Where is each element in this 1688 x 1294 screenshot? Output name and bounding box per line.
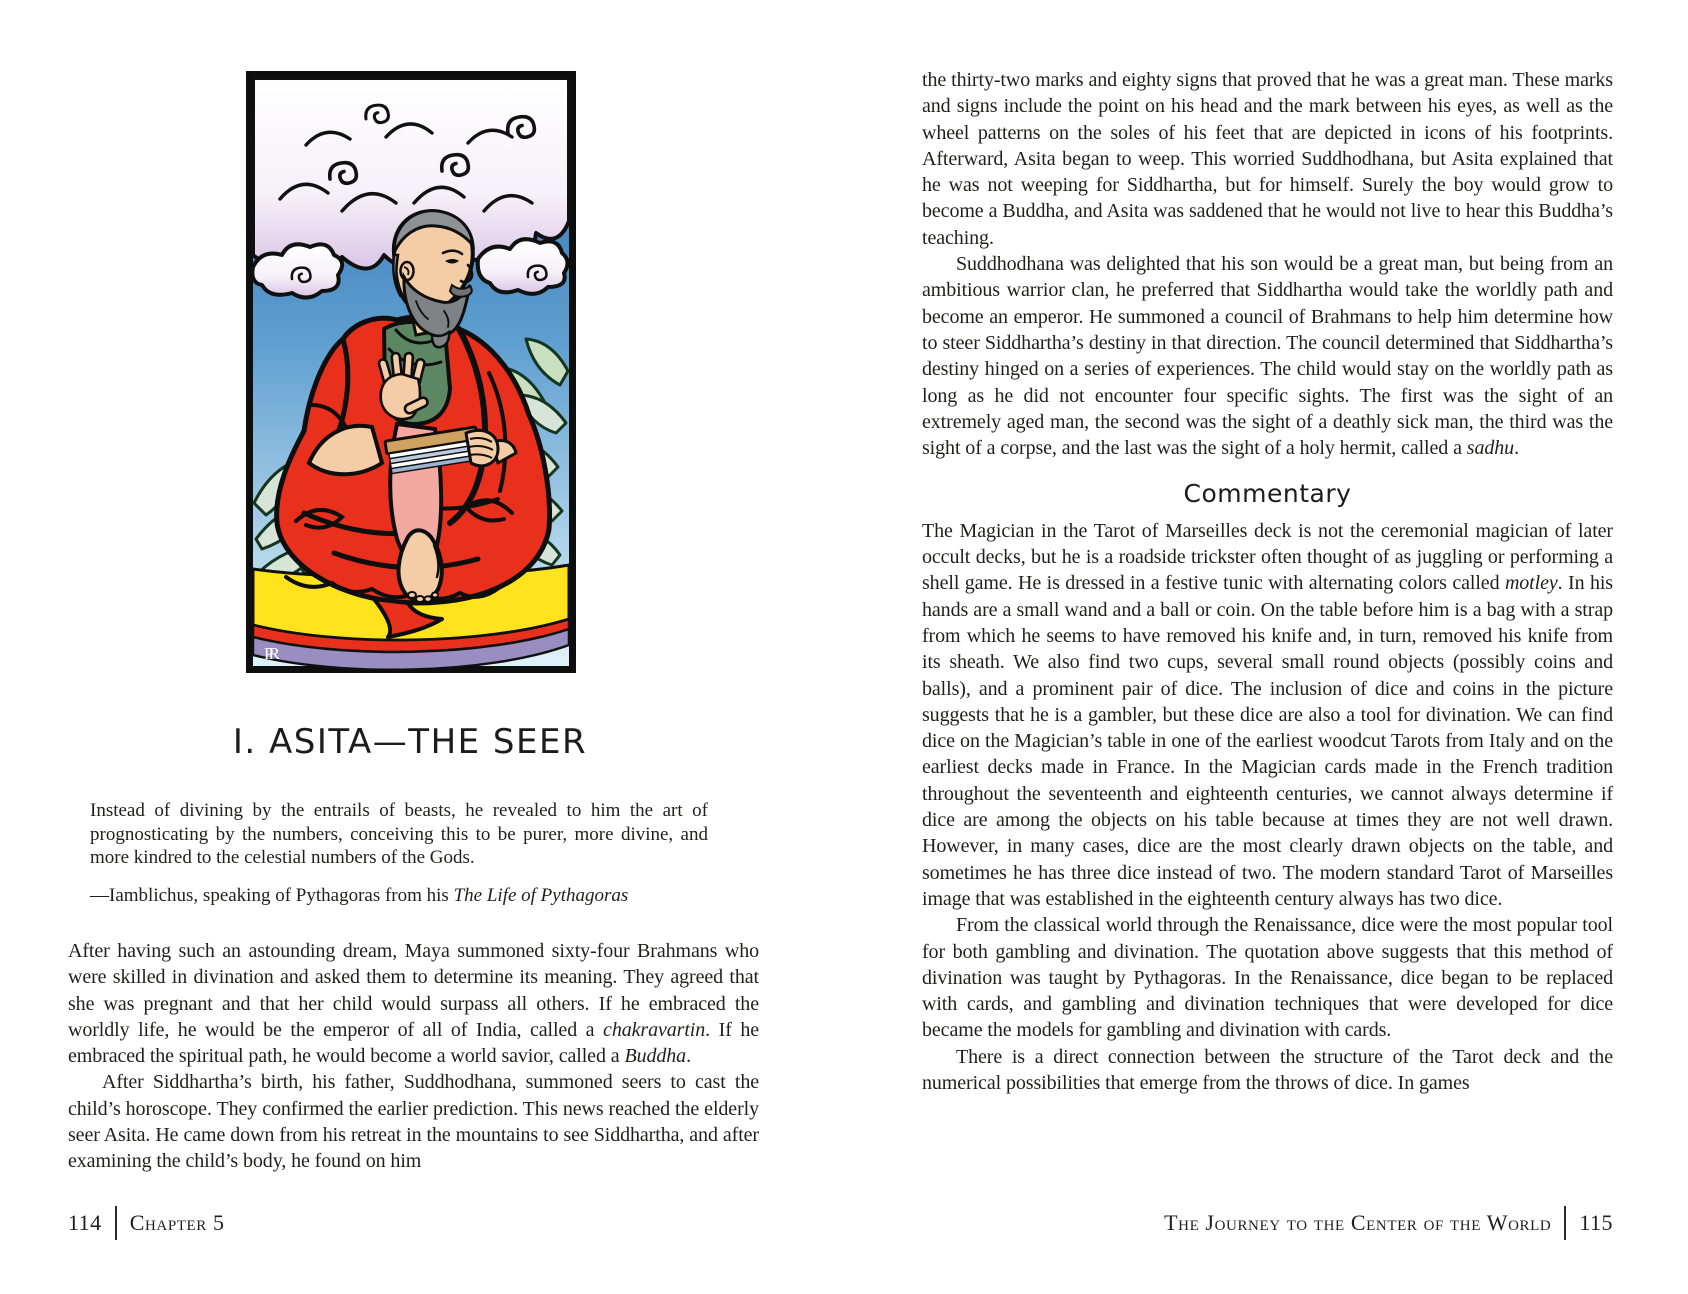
section-title: I. ASITA—THE SEER <box>232 722 588 762</box>
running-head-left: Chapter 5 <box>129 1210 225 1235</box>
right-body-text <box>922 67 1613 1096</box>
artist-monogram: PR <box>264 644 275 663</box>
right-page-footer <box>1164 1206 1613 1240</box>
paragraph: The Magician in the Tarot of Marseilles deck is not the ceremonial magician of later occult decks, but he is a roadside trickster often thought of as juggling or performing a shell game. He is dressed in a festive tunic with alternating colors called motley. In his hands are a small wand and a ball or coin. On the table before him is a bag with a strap from which he seems to have removed his knife and, in turn, removed his knife from its sheath. We also find two cups, several small round objects (possibly coins and balls), and a prominent pair of dice. The inclusion of dice and coins in the picture suggests that he is a gambler, but these dice are also a tool for divination. We can find dice on the Magician’s table in one of the earliest woodcut Tarots from Italy and on the earliest decks made in France. In the Magician cards made in the French tradition throughout the seventeenth and eighteenth centuries, we cannot always determine if dice are among the objects on his table because at times they are not well drawn. However, in many cases, dice are the most clearly drawn objects on the table, and sometimes he has three dice instead of two. The modern standard Tarot of Marseilles image that was established in the eighteenth century always has two dice. <box>922 519 1613 910</box>
commentary-heading: Commentary <box>1183 479 1352 509</box>
epigraph-text: Instead of divining by the entrails of beasts, he revealed to him the art of prognosticating by the numbers, conceiving this to be purer, more divine, and more kindred to the celestial numbers of the Gods. <box>90 800 708 869</box>
paragraph: the thirty-two marks and eighty signs that proved that he was a great man. These marks and signs include the point on his head and the mark between his eyes, as well as the wheel patterns on the soles of his feet that are depicted in icons of his footprints. Afterward, Asita began to weep. This worried Suddhodhana, but Asita explained that he was not weeping for Siddhartha, but for himself. Surely the boy would grow to become a Buddha, and Asita was saddened that he would not live to hear this Buddha’s teaching. <box>922 69 1613 249</box>
paragraph: After having such an astounding dream, Maya summoned sixty-four Brahmans who were skilled in divination and asked them to determine its meaning. They agreed that she was pregnant and that her child would surpass all others. If he embraced the worldly life, he would be the emperor of all of India, called a chakravartin. If he embraced the spiritual path, he would become a world savior, called a Buddha. <box>68 940 760 1068</box>
running-head-right: The Journey to the Center of the World <box>1164 1210 1552 1235</box>
epigraph-attribution: —Iamblichus, speaking of Pythagoras from his The Life of Pythagoras <box>90 884 629 906</box>
page-number-left: 114 <box>68 1210 102 1235</box>
paragraph: After Siddhartha’s birth, his father, Suddhodhana, summoned seers to cast the child’s horoscope. They confirmed the earlier prediction. This news reached the elderly seer Asita. He came down from his retreat in the mountains to see Siddhartha, and after examining the child’s body, he found on him <box>68 1071 759 1173</box>
footer-divider <box>1564 1206 1566 1240</box>
page-number-right: 115 <box>1579 1210 1613 1235</box>
paragraph: Suddhodhana was delighted that his son would be a great man, but being from an ambitious warrior clan, he preferred that Siddhartha would take the worldly path and become an emperor. He summoned a council of Brahmans to help him determine how to steer Siddhartha’s destiny in that direction. The council determined that Siddhartha’s destiny hinged on a series of experiences. The child would stay on the worldly path as long as he did not encounter four specific sights. The first was the sight of an extremely aged man, the second was the sight of a deathly sick man, the third was the sight of a corpse, and the last was the sight of a holy hermit, called a sadhu. <box>922 253 1613 460</box>
paragraph: From the classical world through the Renaissance, dice were the most popular tool for both gambling and divination. The quotation above suggests that this method of divination was taught by Pythagoras. In the Renaissance, dice began to be replaced with cards, and gambling and divination techniques that were developed for dice became the models for gambling and divination with cards. <box>922 914 1613 1042</box>
paragraph: There is a direct connection between the structure of the Tarot deck and the numerical possibilities that emerge from the throws of dice. In games <box>922 1045 1613 1094</box>
